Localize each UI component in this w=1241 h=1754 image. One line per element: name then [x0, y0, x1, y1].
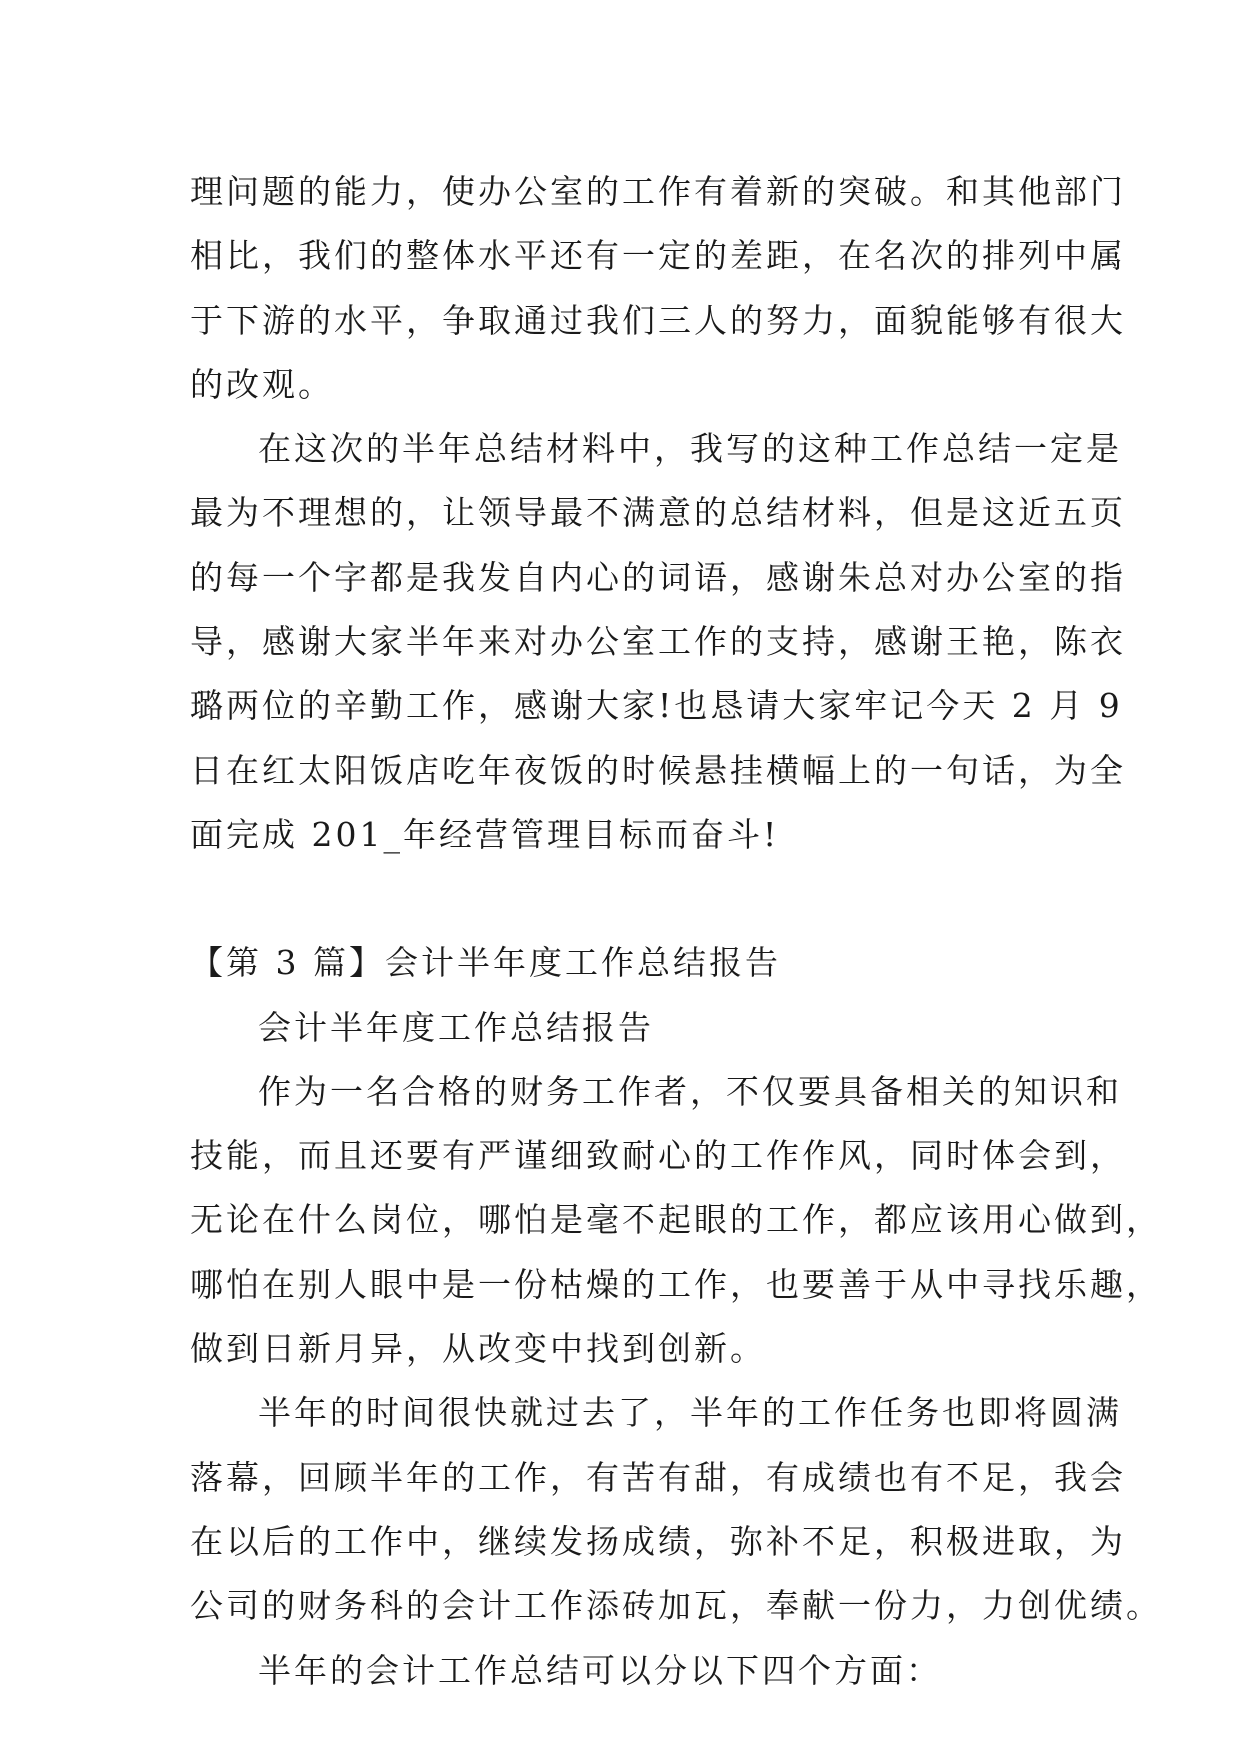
- text-line: 导，感谢大家半年来对办公室工作的支持，感谢王艳，陈衣: [190, 622, 1126, 662]
- text-line: 落幕，回顾半年的工作，有苦有甜，有成绩也有不足，我会: [190, 1457, 1126, 1497]
- text-line: 的改观。: [190, 364, 334, 404]
- paragraph: [190, 1639, 1050, 1703]
- text-line: 日在红太阳饭店吃年夜饭的时候悬挂横幅上的一句话，为全: [190, 750, 1126, 790]
- text-line: 璐两位的辛勤工作，感谢大家!也恳请大家牢记今天 2 月 9: [190, 686, 1123, 726]
- text-line: 做到日新月异，从改变中找到创新。: [190, 1329, 766, 1369]
- blank-line: [190, 867, 1050, 931]
- section-subtitle: 会计半年度工作总结报告: [258, 1007, 654, 1047]
- text-line: 理问题的能力，使办公室的工作有着新的突破。和其他部门: [190, 172, 1126, 211]
- text-line: 的每一个字都是我发自内心的词语，感谢朱总对办公室的指: [190, 557, 1126, 597]
- text-line: 面完成 201_年经营管理目标而奋斗!: [190, 814, 780, 854]
- paragraph: [190, 1060, 1162, 1381]
- text-line: 半年的时间很快就过去了，半年的工作任务也即将圆满: [258, 1393, 1122, 1433]
- document-body: [190, 160, 1162, 1703]
- paragraph: [190, 417, 1126, 867]
- paragraph: [190, 160, 1126, 417]
- text-line: 技能，而且还要有严谨细致耐心的工作作风，同时体会到，: [190, 1136, 1126, 1176]
- text-line: 作为一名合格的财务工作者，不仅要具备相关的知识和: [258, 1071, 1122, 1111]
- section-heading: 【第 3 篇】会计半年度工作总结报告: [190, 943, 781, 983]
- text-line: 哪怕在别人眼中是一份枯燥的工作，也要善于从中寻找乐趣，: [190, 1264, 1162, 1304]
- text-line: 于下游的水平，争取通过我们三人的努力，面貌能够有很大: [190, 300, 1126, 340]
- text-line: 在以后的工作中，继续发扬成绩，弥补不足，积极进取，为: [190, 1521, 1126, 1561]
- text-line: 半年的会计工作总结可以分以下四个方面：: [258, 1650, 942, 1690]
- paragraph: [190, 1381, 1162, 1638]
- text-line: 相比，我们的整体水平还有一定的差距，在名次的排列中属: [190, 236, 1126, 276]
- text-line: 最为不理想的，让领导最不满意的总结材料，但是这近五页: [190, 493, 1126, 533]
- text-line: 公司的财务科的会计工作添砖加瓦，奉献一份力，力创优绩。: [190, 1586, 1162, 1626]
- text-line: 无论在什么岗位，哪怕是毫不起眼的工作，都应该用心做到，: [190, 1200, 1162, 1240]
- text-line: 在这次的半年总结材料中，我写的这种工作总结一定是: [258, 429, 1122, 469]
